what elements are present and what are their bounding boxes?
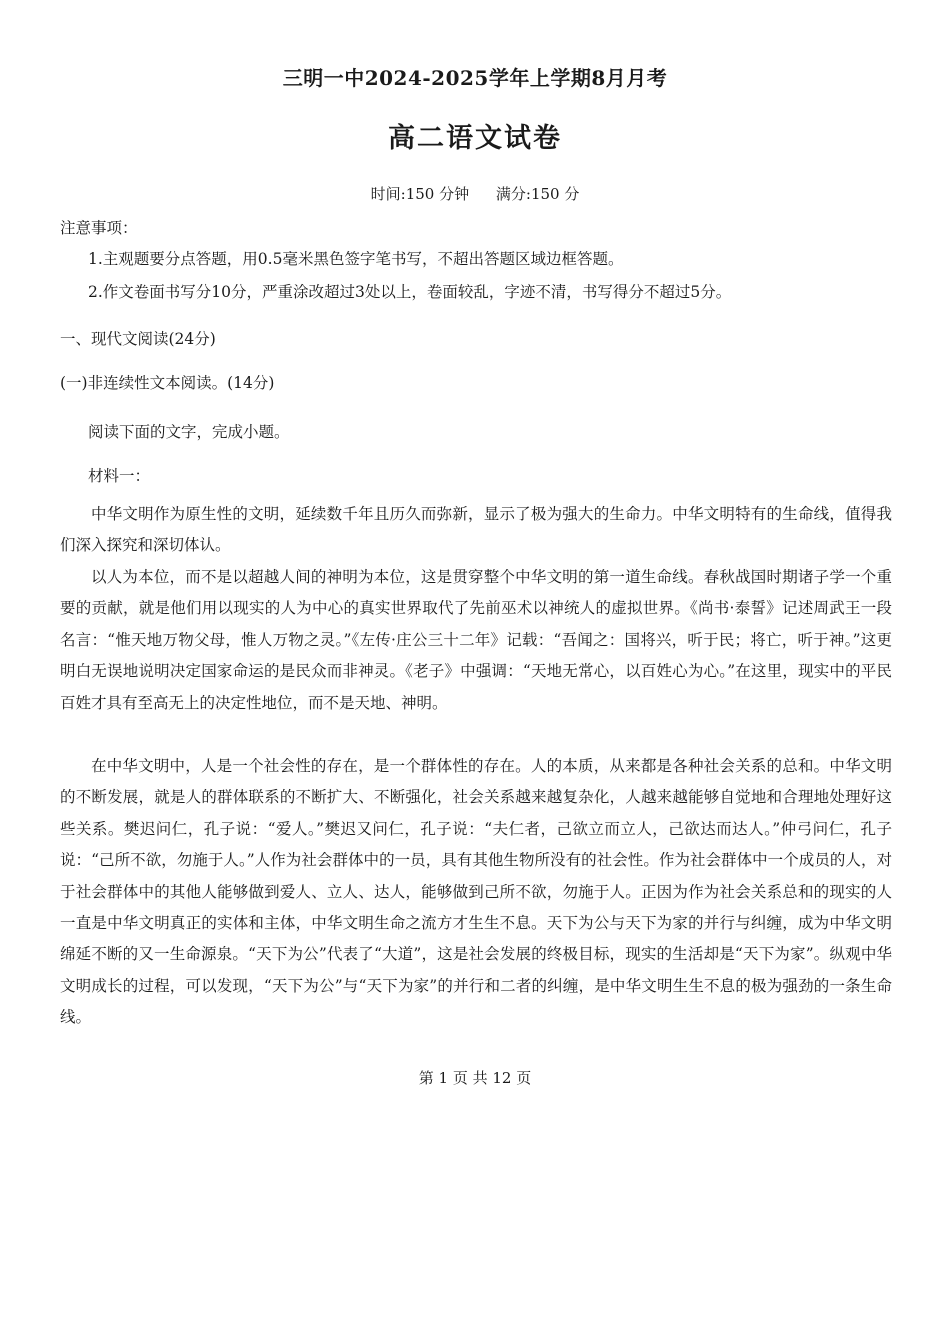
material-label: 材料一：: [88, 467, 151, 485]
exam-meta: [0, 183, 950, 204]
subsection-title: (一)非连续性文本阅读。(14分): [60, 374, 275, 392]
paragraph-1: 中华文明作为原生性的文明，延续数千年且历久而弥新，显示了极为强大的生命力。中华文明特有的生命线，值得我们深入探究和深切体认。: [60, 505, 892, 555]
exam-title: 三明一中2024-2025学年上学期8月月考: [282, 66, 668, 90]
exam-time: 时间:150 分钟: [370, 185, 470, 203]
notes-heading: 注意事项：: [60, 219, 138, 237]
paragraph-3: 在中华文明中，人是一个社会性的存在，是一个群体性的存在。人的本质，从来都是各种社会关系的总和。中华文明的不断发展，就是人的群体联系的不断扩大、不断强化，社会关系越来越复杂化，人越来越能够自觉地和合理地处理好这些关系。樊迟问仁，孔子说：“爱人。”樊迟又问仁，孔子说：“夫仁者，己欲立而立人，己欲达而达人。”仲弓问仁，孔子说：“己所不欲，勿施于人。”人作为社会群体中的一员，具有其他生物所没有的社会性。作为社会群体中一个成员的人，对于社会群体中的其他人能够做到爱人、立人、达人，能够做到己所不欲，勿施于人。正因为作为社会关系总和的现实的人一直是中华文明真正的实体和主体，中华文明生命之流方才生生不息。天下为公与天下为家的并行与纠缠，成为中华文明绵延不断的又一生命源泉。“天下为公”代表了“大道”，这是社会发展的终极目标，现实的生活却是“天下为家”。纵观中华文明成长的过程，可以发现，“天下为公”与“天下为家”的并行和二者的纠缠，是中华文明生生不息的极为强劲的一条生命线。: [60, 757, 892, 1027]
section-title: 一、现代文阅读(24分): [60, 330, 216, 348]
reading-instruction: 阅读下面的文字，完成小题。: [88, 423, 290, 441]
page-footer: 第 1 页 共 12 页: [418, 1069, 532, 1087]
paragraph-2: 以人为本位，而不是以超越人间的神明为本位，这是贯穿整个中华文明的第一道生命线。春秋战国时期诸子学一个重要的贡献，就是他们用以现实的人为中心的真实世界取代了先前巫术以神统人的虚拟世界。《尚书·泰誓》记述周武王一段名言：“惟天地万物父母，惟人万物之灵。”《左传·庄公三十二年》记载：“吾闻之：国将兴，听于民；将亡，听于神。”这更明白无误地说明决定国家命运的是民众而非神灵。《老子》中强调：“天地无常心，以百姓心为心。”在这里，现实中的平民百姓才具有至高无上的决定性地位，而不是天地、神明。: [60, 568, 892, 712]
paper-title: 高二语文试卷: [388, 123, 562, 154]
note-item-1: 1.主观题要分点答题，用0.5毫米黑色签字笔书写，不超出答题区域边框答题。: [88, 250, 624, 268]
exam-score: 满分:150 分: [495, 185, 580, 203]
note-item-2: 2.作文卷面书写分10分，严重涂改超过3处以上，卷面较乱，字迹不清，书写得分不超过5分。: [88, 283, 732, 301]
